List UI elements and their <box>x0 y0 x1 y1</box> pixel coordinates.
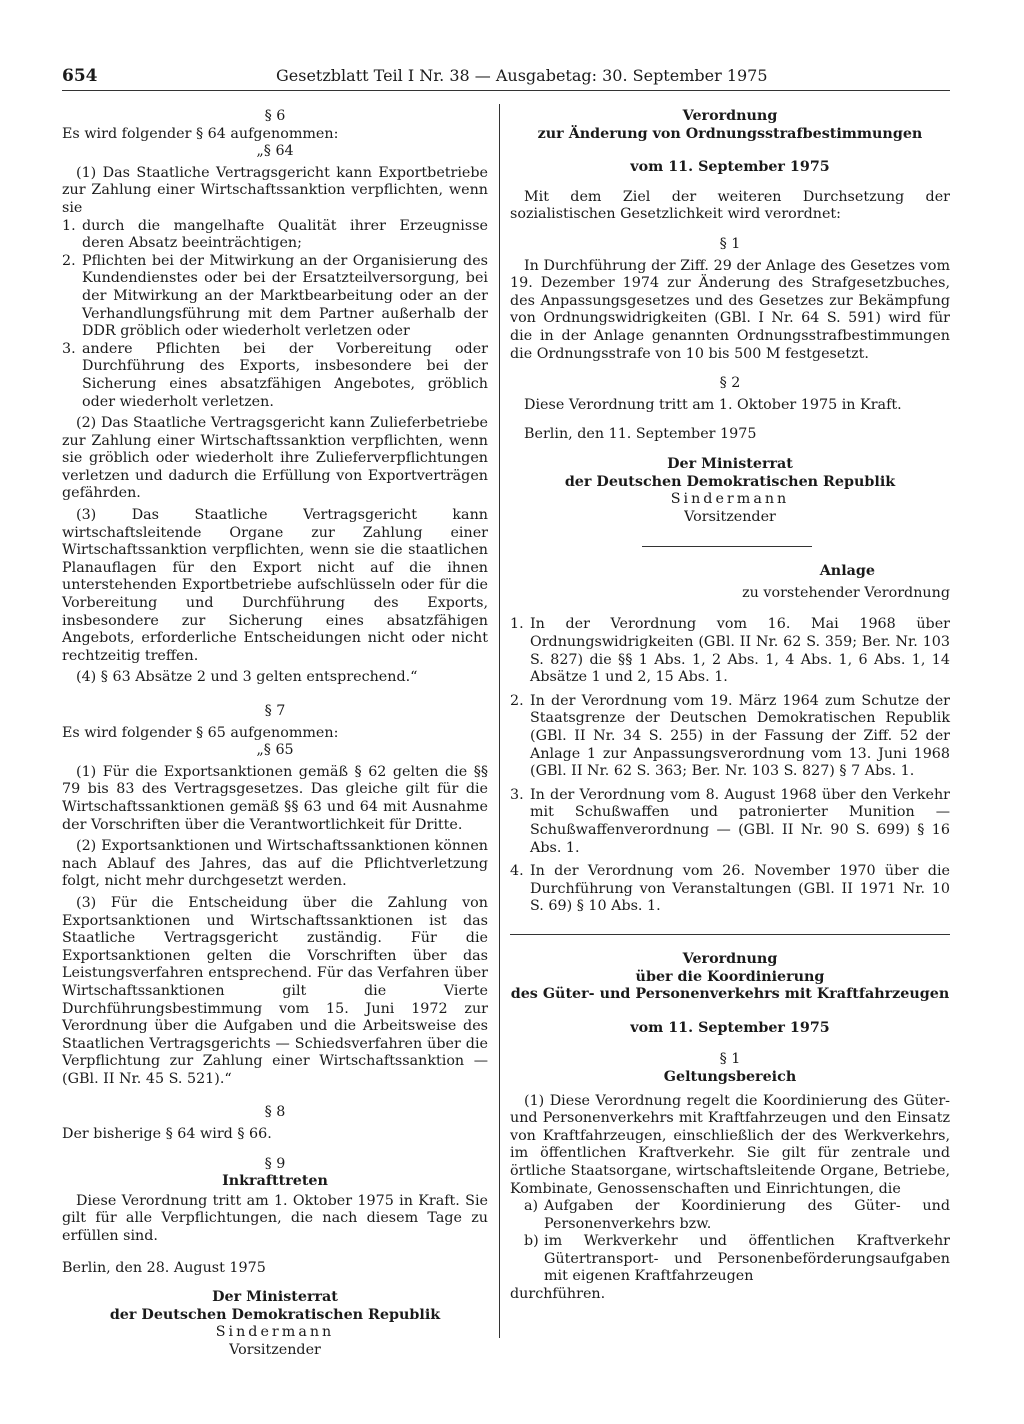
section-8-text: Der bisherige § 64 wird § 66. <box>62 1126 272 1143</box>
list-item: 1. durch die mangelhafte Qualität ihrer Erzeugnisse deren Absatz beeinträchtigen; <box>62 217 488 252</box>
ordinance-1-section-2-heading: § 2 <box>719 375 741 392</box>
section-65-heading: „§ 65 <box>256 742 294 759</box>
list-item: 3. andere Pflichten bei der Vorbereitung oder Durchführung des Exports, insbesondere bei der Sicherung eines absatzfähigen Angebotes, gröblich oder wiederholt verletzen. <box>62 340 488 410</box>
list-item: 2. Pflichten bei der Mitwirkung an der Organisierung des Kundendienstes oder bei der Ersatzteilversorgung, bei der Mitwirkung an der Marktbearbeitung oder an der Verhandlungsführung mit dem Partner außerhalb der DDR gröblich oder wiederholt verletzen oder <box>62 252 488 340</box>
section-9-text: Diese Verordnung tritt am 1. Oktober 1975 in Kraft. Sie gilt für alle Verpflichtungen, die nach diesem Tage zu erfüllen sind. <box>62 1192 488 1245</box>
list-item: a) Aufgaben der Koordinierung des Güter- und Personenverkehrs bzw. <box>524 1198 950 1232</box>
ordinance-1-intro: Mit dem Ziel der weiteren Durchsetzung der sozialistischen Gesetzlichkeit wird verordnet: <box>510 188 950 223</box>
list-item: b) im Werkverkehr und öffentlichen Kraftverkehr Gütertransport- und Personenbeförderungsaufgaben mit eigenen Kraftfahrzeugen <box>524 1233 950 1285</box>
section-64-para-4: (4) § 63 Absätze 2 und 3 gelten entsprechend.“ <box>76 669 418 686</box>
ordinance-2-title-2: über die Koordinierung <box>635 968 825 985</box>
list-item: 1. In der Verordnung vom 16. Mai 1968 über Ordnungswidrigkeiten (GBl. II Nr. 62 S. 359; Ber. Nr. 103 S. 827) die §§ 1 Abs. 1, 2 Abs. 1, 4 Abs. 1, 6 Abs. 1, 14 Absätze 1 und 2, 15 Abs. 1. <box>510 616 950 686</box>
section-64-para-2: (2) Das Staatliche Vertragsgericht kann Zulieferbetriebe zur Zahlung einer Wirtschaftssanktion verpflichten, wenn sie gröblich oder wiederholt ihre Zulieferverpflichtungen verletzen und dadurch die Erfüllung von Exportverträgen gefährden. <box>62 415 488 502</box>
page-number: 654 <box>62 66 98 86</box>
left-column <box>62 108 488 1360</box>
list-item: 4. In der Verordnung vom 26. November 1970 über die Durchführung von Veranstaltungen (GBl. II 1971 Nr. 10 S. 69) § 10 Abs. 1. <box>510 863 950 915</box>
section-65-para-1: (1) Für die Exportsanktionen gemäß § 62 gelten die §§ 79 bis 83 des Vertragsgesetzes. Das gleiche gilt für die Wirtschaftssanktionen gemäß §§ 63 und 64 mit Ausnahme der Vorschriften über die Verantwortlichkeit für Dritte. <box>62 763 488 833</box>
header-title: Gesetzblatt Teil I Nr. 38 — Ausgabetag: 30. September 1975 <box>276 66 768 85</box>
section-6-intro: Es wird folgender § 64 aufgenommen: <box>62 125 339 142</box>
ordinance-2-title-3: des Güter- und Personenverkehrs mit Kraftfahrzeugen <box>510 986 950 1003</box>
annex-subtitle: zu vorstehender Verordnung <box>742 584 950 601</box>
section-64-heading: „§ 64 <box>256 143 294 160</box>
section-6-heading: § 6 <box>264 108 286 124</box>
ordinance-2-date: vom 11. September 1975 <box>630 1019 830 1036</box>
ordinance-1-section-1-text: In Durchführung der Ziff. 29 der Anlage des Gesetzes vom 19. Dezember 1974 zur Änderung des Strafgesetzbuches, des Anpassungsgesetzes und des Gesetzes zur Bekämpfung von Ordnungswidrigkeiten (GBl. I Nr. 64 S. 591) wird für die in der Anlage genannten Ordnungsstrafbestimmungen die Ordnungsstrafe von 10 bis 500 M festgesetzt. <box>510 257 950 362</box>
section-64-para-1: (1) Das Staatliche Vertragsgericht kann Exportbetriebe zur Zahlung einer Wirtschaftssanktion verpflichten, wenn sie <box>62 164 488 216</box>
ordinance-1-signature-org-2: der Deutschen Demokratischen Republik <box>564 473 896 490</box>
signature-role: Vorsitzender <box>229 1342 321 1358</box>
ordinance-separator <box>510 934 950 935</box>
section-7-heading: § 7 <box>264 703 286 719</box>
column-divider <box>499 104 500 1338</box>
ordinance-2-section-1-title: Geltungsbereich <box>663 1068 797 1085</box>
list-item: 2. In der Verordnung vom 19. März 1964 zum Schutze der Staatsgrenze der Deutschen Demokratischen Republik (GBl. II Nr. 34 S. 255) in der Fassung der Ziff. 52 der Anlage 1 zur Anpassungsverordnung vom 13. Juni 1968 (GBl. II Nr. 62 S. 363; Ber. Nr. 103 S. 827) § 7 Abs. 1. <box>510 692 950 780</box>
signature-name: Sindermann <box>215 1324 335 1341</box>
section-9-title: Inkrafttreten <box>222 1173 328 1190</box>
section-65-para-3: (3) Für die Entscheidung über die Zahlung von Exportsanktionen und Wirtschaftssanktionen ist das Staatliche Vertragsgericht zuständig. Für die Exportsanktionen gelten die Vorschriften über das Leistungsverfahren entsprechend. Für das Verfahren über Wirtschaftssanktionen gilt die Vierte Durchführungsbestimmung vom 15. Juni 1972 zur Verordnung über die Aufgaben und die Arbeitsweise des Staatlichen Vertragsgerichts — Schiedsverfahren über die Verpflichtung zur Zahlung einer Wirtschaftssanktion — (GBl. II Nr. 45 S. 521).“ <box>62 894 488 1087</box>
section-7-intro: Es wird folgender § 65 aufgenommen: <box>62 724 339 741</box>
header-rule <box>62 90 950 91</box>
ordinance-1-signature-name: Sindermann <box>670 491 790 508</box>
ordinance-2-section-1-para-1: (1) Diese Verordnung regelt die Koordinierung des Güter- und Personenverkehrs mit Kraftfahrzeugen und den Einsatz von Kraftfahrzeugen, einschließlich der des Werkverkehrs, im öffentlichen Kraftverkehr. Sie gilt für zentrale und örtliche Staatsorgane, wirtschaftsleitende Organe, Betriebe, Kombinate, Genossenschaften und Einrichtungen, die <box>510 1092 950 1197</box>
ordinance-2-title-1: Verordnung <box>682 950 778 967</box>
section-65-para-2: (2) Exportsanktionen und Wirtschaftssanktionen können nach Ablauf des Jahres, das auf die Pflichtverletzung folgt, nicht mehr durchgesetzt werden. <box>62 838 488 890</box>
ordinance-1-section-2-text: Diese Verordnung tritt am 1. Oktober 1975 in Kraft. <box>524 396 902 413</box>
signature-org-2: der Deutschen Demokratischen Republik <box>109 1306 441 1323</box>
signature-org-1: Der Ministerrat <box>212 1289 338 1306</box>
ordinance-1-signature-role: Vorsitzender <box>684 508 776 525</box>
section-9-heading: § 9 <box>264 1155 286 1172</box>
place-date: Berlin, den 28. August 1975 <box>62 1259 266 1276</box>
annex-title: Anlage <box>819 563 875 580</box>
ordinance-2-section-1-heading: § 1 <box>719 1051 741 1068</box>
signature-separator <box>642 546 812 547</box>
ordinance-1-date: vom 11. September 1975 <box>630 159 830 176</box>
ordinance-2-closing: durchführen. <box>510 1286 606 1303</box>
right-column <box>510 108 950 1304</box>
ordinance-1-title-1: Verordnung <box>682 108 778 124</box>
ordinance-1-section-1-heading: § 1 <box>719 235 741 252</box>
page-header <box>62 66 950 88</box>
ordinance-1-place-date: Berlin, den 11. September 1975 <box>524 426 757 443</box>
ordinance-1-signature-org-1: Der Ministerrat <box>667 455 793 472</box>
section-64-para-3: (3) Das Staatliche Vertragsgericht kann wirtschaftsleitende Organe zur Zahlung einer Wirtschaftssanktion verpflichten, wenn sie die staatlichen Planauflagen für den Export nicht auf die ihnen unterstehenden Exportbetriebe aufschlüsseln oder für die Vorbereitung und Durchführung des Exports, insbesondere zur Sicherung eines absatzfähigen Angebots, erforderliche Entscheidungen nicht oder nicht rechtzeitig treffen. <box>62 507 488 664</box>
section-8-heading: § 8 <box>264 1104 286 1121</box>
list-item: 3. In der Verordnung vom 8. August 1968 über den Verkehr mit Schußwaffen und patronierter Munition — Schußwaffenverordnung — (GBl. II Nr. 90 S. 699) § 16 Abs. 1. <box>510 786 950 856</box>
ordinance-1-title-2: zur Änderung von Ordnungsstrafbestimmungen <box>537 125 923 142</box>
